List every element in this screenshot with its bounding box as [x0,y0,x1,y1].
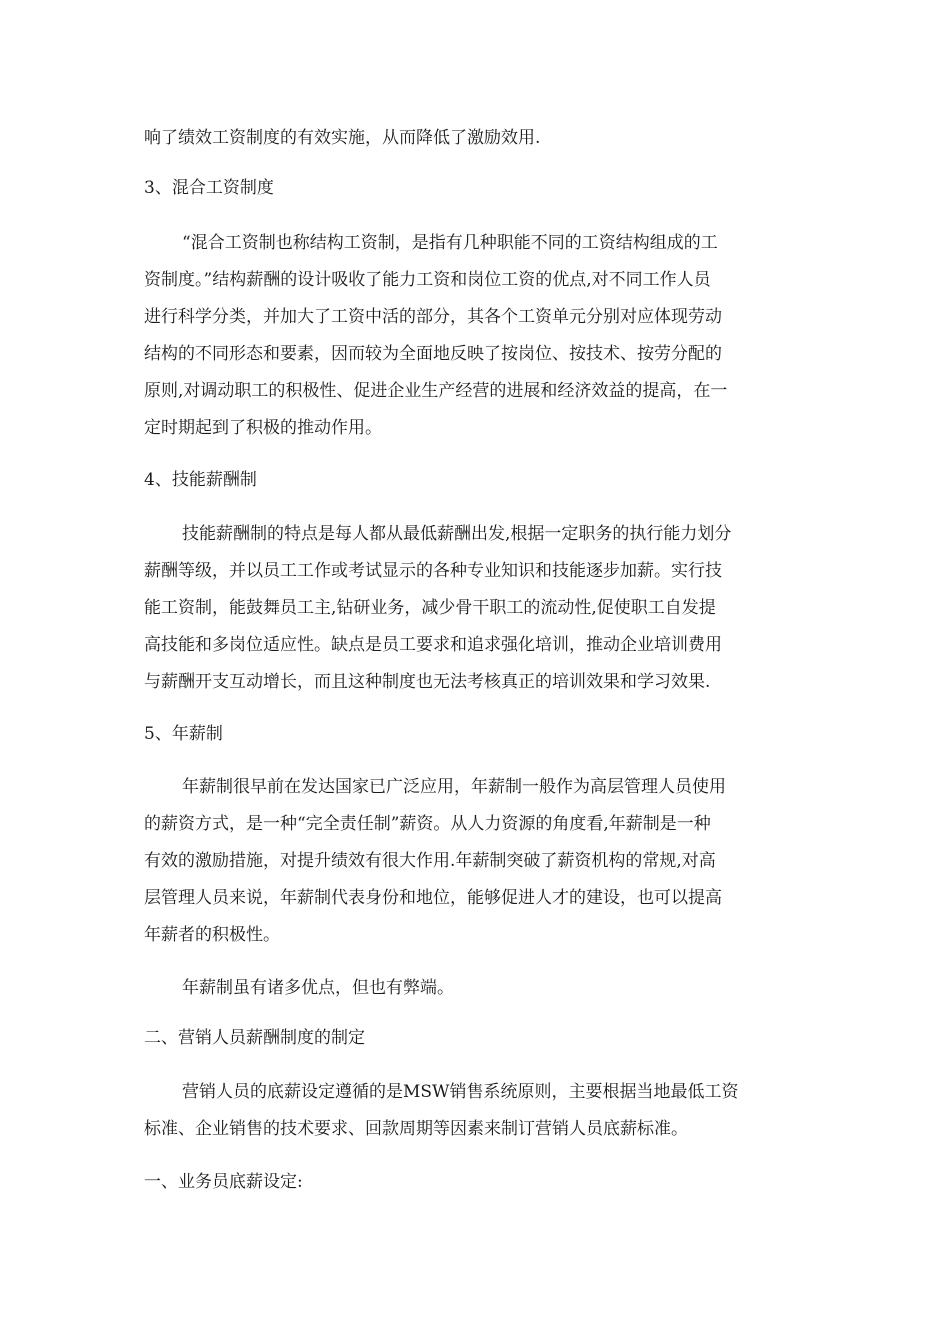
paragraph-line: 高技能和多岗位适应性。缺点是员工要求和追求强化培训，推动企业培训费用 [144,635,722,655]
paragraph-line: 年薪制虽有诸多优点，但也有弊端。 [182,978,454,998]
section-heading: 一、业务员底薪设定: [144,1172,303,1192]
paragraph-line: 层管理人员来说，年薪制代表身份和地位，能够促进人才的建设，也可以提高 [144,888,722,908]
paragraph-line: 结构的不同形态和要素，因而较为全面地反映了按岗位、按技术、按劳分配的 [144,344,722,364]
paragraph-line: 薪酬等级，并以员工工作或考试显示的各种专业知识和技能逐步加薪。实行技 [144,561,722,581]
paragraph-line: 标准、企业销售的技术要求、回款周期等因素来制订营销人员底薪标准。 [144,1119,688,1139]
paragraph-line: 与薪酬开支互动增长，而且这种制度也无法考核真正的培训效果和学习效果. [144,672,711,692]
paragraph-line: 营销人员的底薪设定遵循的是MSW销售系统原则，主要根据当地最低工资 [182,1082,739,1102]
section-heading: 5、年薪制 [144,724,223,744]
paragraph-line: 定时期起到了积极的推动作用。 [144,418,382,438]
paragraph-line: 响了绩效工资制度的有效实施，从而降低了激励效用. [144,128,541,148]
paragraph-line: 能工资制，能鼓舞员工主,钻研业务，减少骨干职工的流动性,促使职工自发提 [144,598,716,618]
paragraph-line: 进行科学分类，并加大了工资中活的部分，其各个工资单元分别对应体现劳动 [144,307,722,327]
paragraph-line: 年薪者的积极性。 [144,925,280,945]
paragraph-line: 年薪制很早前在发达国家已广泛应用，年薪制一般作为高层管理人员使用 [182,777,726,797]
paragraph-line: 资制度。”结构薪酬的设计吸收了能力工资和岗位工资的优点,对不同工作人员 [144,270,711,290]
paragraph-line: 有效的激励措施，对提升绩效有很大作用.年薪制突破了薪资机构的常规,对高 [144,851,716,871]
section-heading: 3、混合工资制度 [144,178,274,198]
section-heading: 4、技能薪酬制 [144,470,257,490]
section-heading: 二、营销人员薪酬制度的制定 [144,1028,365,1048]
paragraph-line: 原则,对调动职工的积极性、促进企业生产经营的进展和经济效益的提高，在一 [144,381,728,401]
paragraph-line: 技能薪酬制的特点是每人都从最低薪酬出发,根据一定职务的执行能力划分 [182,524,732,544]
paragraph-line: 的薪资方式，是一种“完全责任制”薪资。从人力资源的角度看,年薪制是一种 [144,814,711,834]
paragraph-line: “混合工资制也称结构工资制，是指有几种职能不同的工资结构组成的工 [182,233,718,253]
